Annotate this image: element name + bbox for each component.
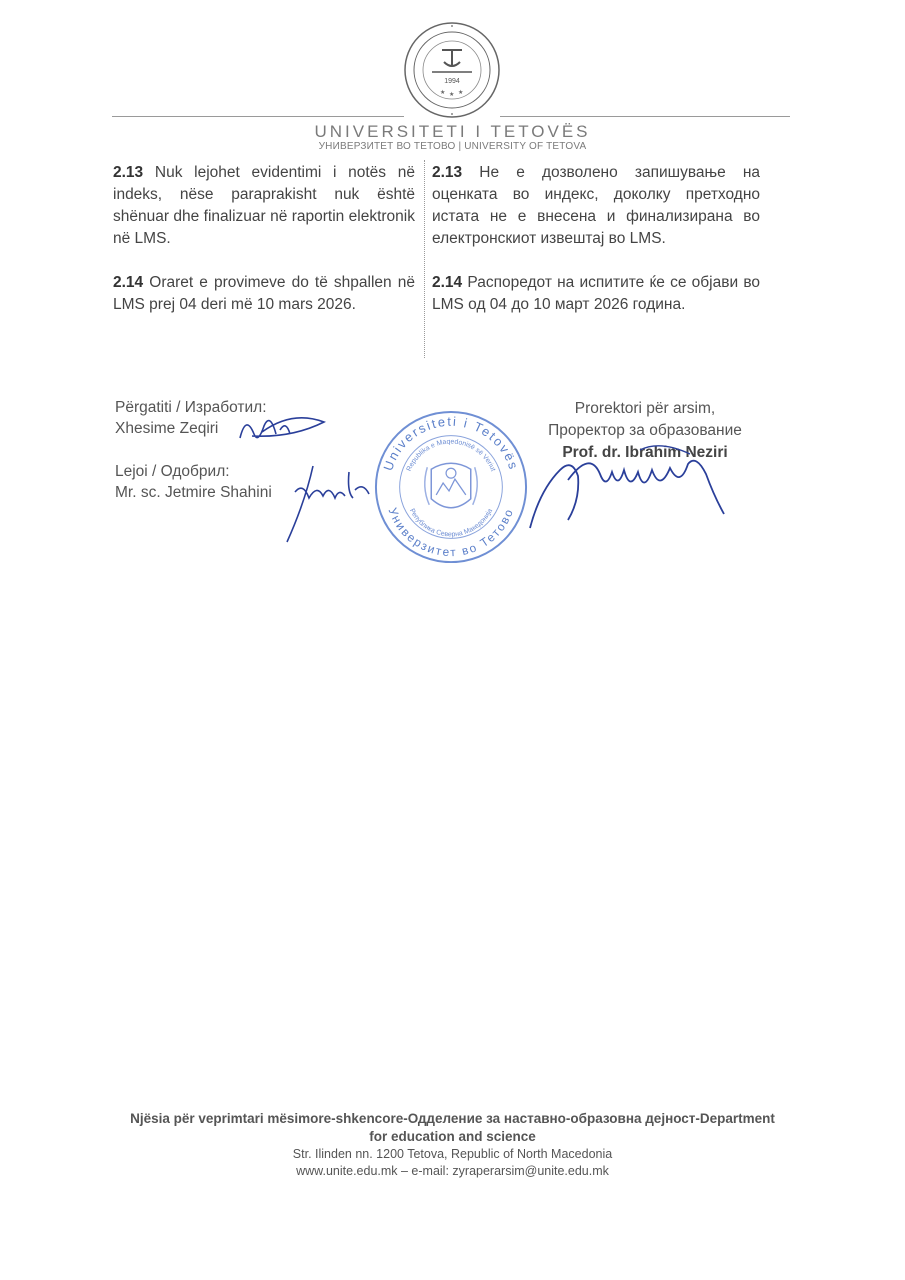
prorector-title-mk: Проректор за образование (548, 422, 742, 439)
macedonian-column (432, 162, 760, 316)
footer (0, 1110, 905, 1180)
clause-2-13-sq: 2.13 Nuk lejohet evidentimi i notës në indeks, nëse paraprakisht nuk është shënuar dhe finalizuar në raportin elektronik në LMS. (113, 164, 415, 247)
university-subtitle: УНИВЕРЗИТЕТ ВО ТЕТОВО | UNIVERSITY OF TETOVA (318, 141, 587, 152)
prorector-title-sq: Prorektori për arsim, (574, 400, 716, 417)
albanian-column (113, 162, 415, 316)
signature-approved (275, 462, 375, 547)
svg-text:Универзитет во Тетово: Универзитет во Тетово (385, 505, 517, 560)
approved-label: Lejoi / Одобрил: (115, 463, 230, 480)
svg-text:Universiteti i Tetovës: Universiteti i Tetovës (380, 413, 522, 473)
footer-address: Str. Ilinden nn. 1200 Tetova, Republic of North Macedonia (292, 1147, 613, 1161)
svg-text:★: ★ (458, 90, 464, 96)
svg-text:Република Северна Македонија: Република Северна Македонија (407, 507, 495, 539)
prepared-name: Xhesime Zeqiri (115, 420, 219, 437)
signature-prepared (232, 404, 332, 454)
official-stamp (372, 408, 530, 566)
clause-2-13-mk: 2.13 Не е дозволено запишување на оценката во индекс, доколку претходно истата не е внесена и финализирана во електронскиот извештај во LMS. (432, 164, 761, 247)
footer-contact: www.unite.edu.mk – e-mail: zyraperarsim@unite.edu.mk (296, 1164, 609, 1178)
clause-2-14-sq: 2.14 Oraret e provimeve do të shpallen në LMS prej 04 deri më 10 mars 2026. (113, 274, 415, 313)
svg-text:1994: 1994 (444, 78, 460, 85)
prepared-label: Përgatiti / Изработил: (115, 399, 267, 416)
svg-text:★: ★ (449, 92, 455, 98)
signature-prorector (520, 430, 730, 535)
prorector-name: Prof. dr. Ibrahim Neziri (562, 444, 728, 461)
university-name: UNIVERSITETI I TETOVËS (314, 122, 591, 141)
header-rule-left (112, 116, 404, 117)
footer-department-line1: Njësia për veprimtari mësimore-shkencore-Одделение за наставно-образовна дејност-Department (130, 1111, 775, 1126)
svg-text:Republika e Maqedonisë së Veri: Republika e Maqedonisë së Veriut (405, 438, 497, 473)
column-divider (424, 160, 425, 358)
header-rule-right (500, 116, 790, 117)
svg-text:★: ★ (440, 90, 446, 96)
clause-2-14-mk: 2.14 Распоредот на испитите ќе се објави во LMS од 04 до 10 март 2026 година. (432, 274, 760, 313)
approved-name: Mr. sc. Jetmire Shahini (115, 484, 272, 501)
university-logo (402, 20, 502, 120)
footer-department-line2: for education and science (369, 1129, 536, 1144)
